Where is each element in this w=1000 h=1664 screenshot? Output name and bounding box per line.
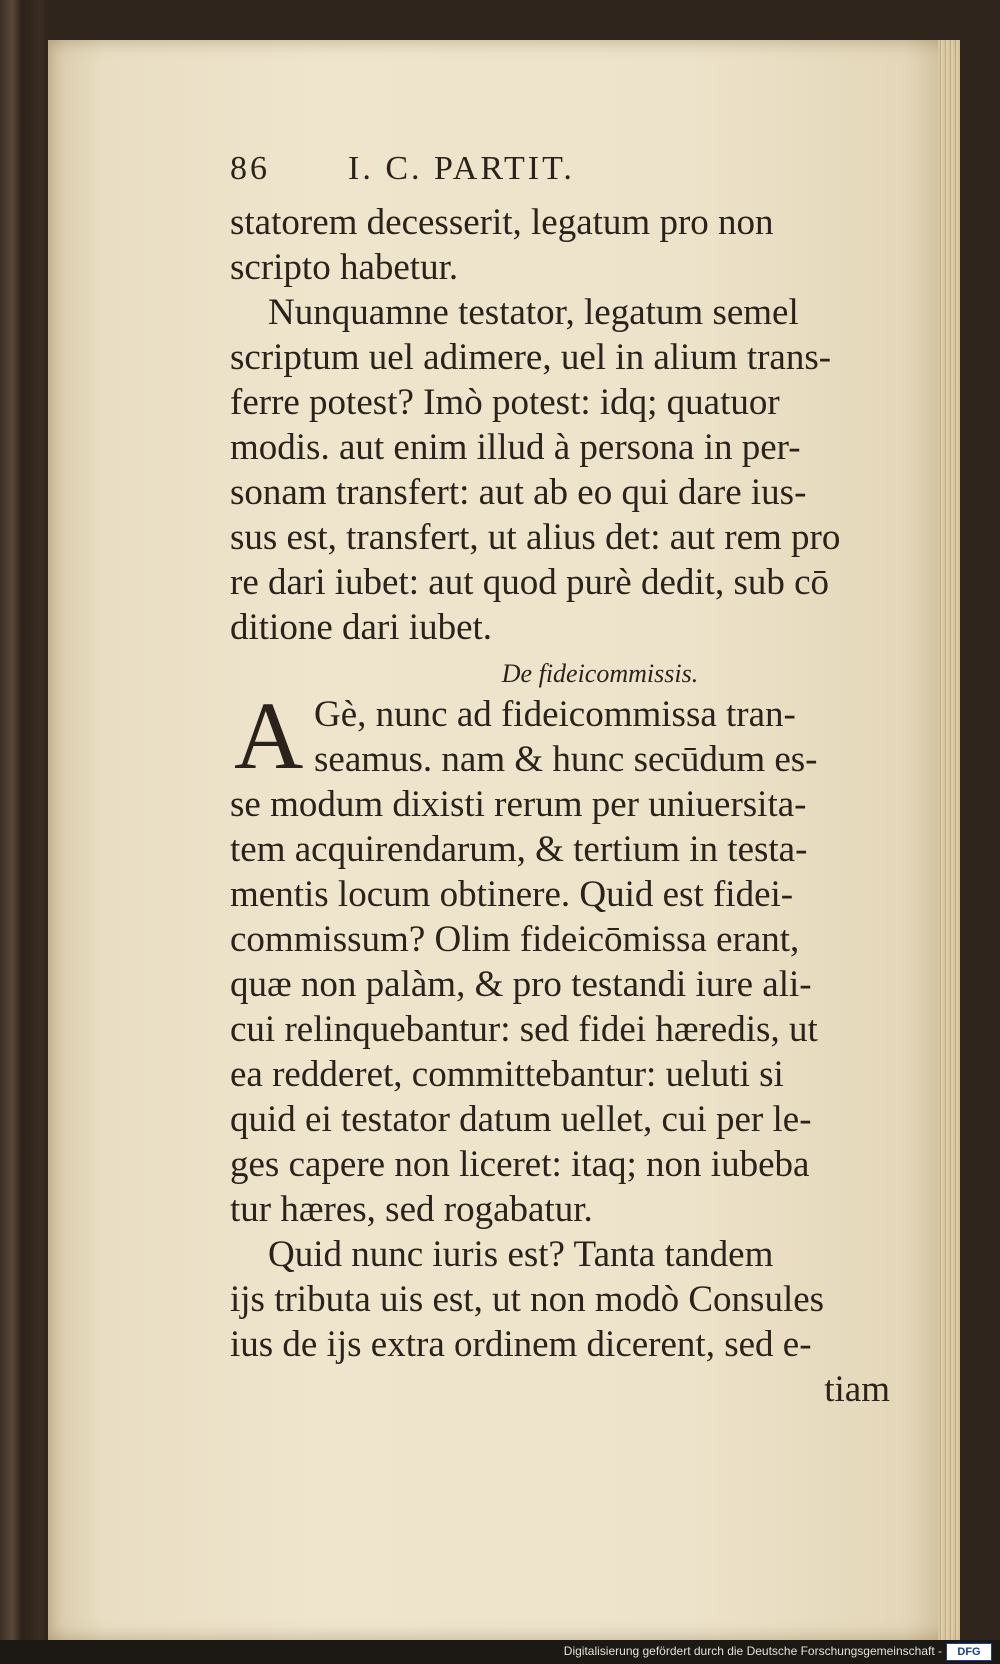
text-line: sonam transfert: aut ab eo qui dare ius- bbox=[230, 472, 807, 513]
text-line: ferre potest? Imò potest: idq; quatuor bbox=[230, 382, 780, 423]
text-line: ditione dari iubet. bbox=[230, 607, 493, 648]
running-head: I. C. PARTIT. bbox=[348, 150, 575, 187]
page-edge bbox=[938, 40, 960, 1640]
page-number: 86 bbox=[230, 150, 270, 187]
text-line: ius de ijs extra ordinem dicerent, sed e- bbox=[230, 1324, 812, 1365]
text-line: sus est, transfert, ut alius det: aut rem pro bbox=[230, 517, 841, 558]
text-line: tem acquirendarum, & tertium in testa- bbox=[230, 829, 808, 870]
text-line: ea redderet, committebantur: ueluti si bbox=[230, 1054, 784, 1095]
text-line: scripto habetur. bbox=[230, 247, 459, 288]
text-line: seamus. nam & hunc secūdum es- bbox=[314, 739, 818, 780]
text-line: mentis locum obtinere. Quid est fidei- bbox=[230, 874, 794, 915]
text-line: ijs tributa uis est, ut non modò Consules bbox=[230, 1279, 825, 1320]
text-line: tur hæres, sed rogabatur. bbox=[230, 1189, 593, 1230]
text-line: ges capere non liceret: itaq; non iubeba bbox=[230, 1144, 810, 1185]
text-line: se modum dixisti rerum per uniuersita- bbox=[230, 784, 807, 825]
drop-cap: A bbox=[234, 682, 304, 789]
text-line: modis. aut enim illud à persona in per- bbox=[230, 427, 801, 468]
section-heading: De fideicommissis. bbox=[501, 659, 699, 688]
text-line: quid ei testator datum uellet, cui per le- bbox=[230, 1099, 812, 1140]
text-line: scriptum uel adimere, uel in alium trans- bbox=[230, 337, 832, 378]
page-text bbox=[230, 150, 910, 1412]
text-line: cui relinquebantur: sed fidei hæredis, ut bbox=[230, 1009, 818, 1050]
text-line: Quid nunc iuris est? Tanta tandem bbox=[268, 1234, 774, 1275]
text-line: commissum? Olim fideicōmissa erant, bbox=[230, 919, 800, 960]
dfg-logo-icon: DFG bbox=[946, 1643, 992, 1661]
digitization-footer bbox=[0, 1640, 1000, 1664]
text-line: quæ non palàm, & pro testandi iure ali- bbox=[230, 964, 812, 1005]
text-line: statorem decesserit, legatum pro non bbox=[230, 202, 774, 243]
text-line: re dari iubet: aut quod purè dedit, sub cō bbox=[230, 562, 830, 603]
drop-cap-paragraph bbox=[230, 682, 910, 789]
text-line: Gè, nunc ad fideicommissa tran- bbox=[314, 694, 796, 735]
text-line: Nunquamne testator, legatum semel bbox=[268, 292, 799, 333]
page-header bbox=[230, 150, 910, 200]
catchword: tiam bbox=[824, 1369, 890, 1410]
footer-credit: Digitalisierung gefördert durch die Deutsche Forschungsgemeinschaft - bbox=[563, 1644, 942, 1658]
